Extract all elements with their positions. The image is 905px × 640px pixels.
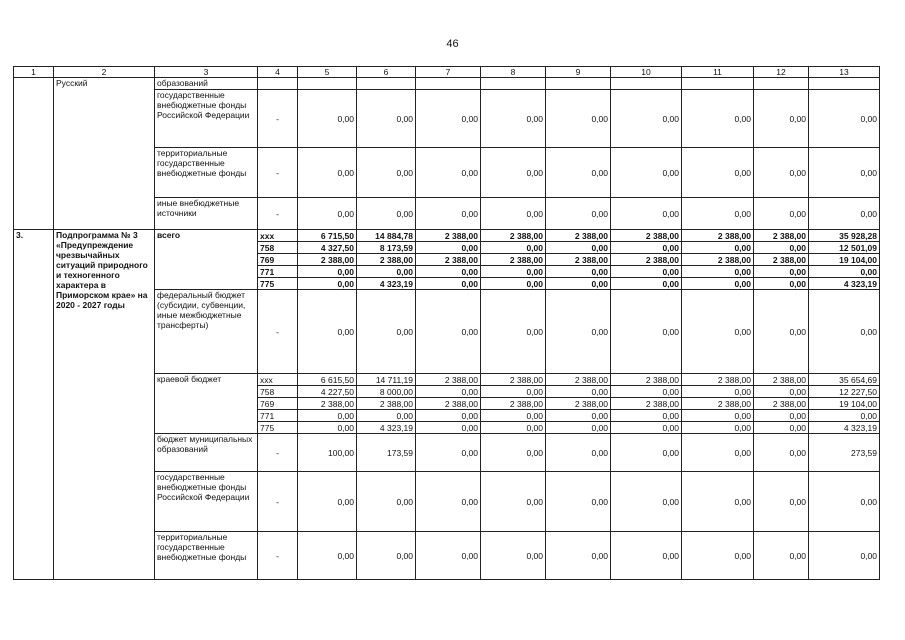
code-cell: -: [258, 290, 298, 374]
value-cell: 6 615,50: [298, 374, 357, 386]
value-cell: 0,00: [416, 290, 481, 374]
code-cell: -: [258, 472, 298, 532]
code-cell: [258, 78, 298, 90]
value-cell: 0,00: [416, 148, 481, 198]
value-cell: [754, 78, 809, 90]
code-cell: 771: [258, 266, 298, 278]
value-cell: 0,00: [611, 90, 682, 148]
value-cell: 2 388,00: [416, 398, 481, 410]
value-cell: 6 715,50: [298, 230, 357, 242]
value-cell: 0,00: [682, 148, 754, 198]
value-cell: 0,00: [611, 422, 682, 434]
value-cell: 0,00: [611, 148, 682, 198]
value-cell: 2 388,00: [546, 254, 611, 266]
value-cell: 2 388,00: [754, 374, 809, 386]
value-cell: 2 388,00: [546, 230, 611, 242]
value-cell: 0,00: [416, 198, 481, 230]
value-cell: [357, 78, 416, 90]
value-cell: 0,00: [754, 278, 809, 290]
funding-source-cell: бюджет муниципальных образований: [155, 434, 258, 472]
column-header: 3: [155, 67, 258, 78]
value-cell: [546, 78, 611, 90]
value-cell: 0,00: [809, 198, 880, 230]
value-cell: 2 388,00: [611, 398, 682, 410]
value-cell: 0,00: [611, 266, 682, 278]
value-cell: [416, 78, 481, 90]
value-cell: 0,00: [481, 410, 546, 422]
value-cell: [611, 78, 682, 90]
value-cell: 0,00: [682, 422, 754, 434]
value-cell: 2 388,00: [611, 230, 682, 242]
budget-table: [13, 66, 880, 580]
program-index-cell: 3.: [14, 230, 54, 580]
value-cell: 0,00: [611, 532, 682, 580]
value-cell: 0,00: [481, 386, 546, 398]
value-cell: 273,59: [809, 434, 880, 472]
value-cell: 0,00: [481, 148, 546, 198]
value-cell: 14 884,78: [357, 230, 416, 242]
value-cell: 14 711,19: [357, 374, 416, 386]
value-cell: 2 388,00: [754, 398, 809, 410]
value-cell: 0,00: [682, 410, 754, 422]
column-header: 10: [611, 67, 682, 78]
value-cell: 0,00: [357, 266, 416, 278]
value-cell: 0,00: [546, 532, 611, 580]
value-cell: 0,00: [481, 242, 546, 254]
value-cell: 0,00: [546, 148, 611, 198]
value-cell: 0,00: [416, 472, 481, 532]
value-cell: 0,00: [809, 410, 880, 422]
value-cell: 0,00: [682, 290, 754, 374]
value-cell: 2 388,00: [416, 254, 481, 266]
value-cell: 0,00: [682, 532, 754, 580]
value-cell: 2 388,00: [754, 254, 809, 266]
table-row: [14, 78, 880, 90]
value-cell: 0,00: [357, 198, 416, 230]
value-cell: 0,00: [546, 278, 611, 290]
column-header: 11: [682, 67, 754, 78]
value-cell: 0,00: [298, 198, 357, 230]
column-header: 7: [416, 67, 481, 78]
code-cell: ххх: [258, 374, 298, 386]
code-cell: 758: [258, 386, 298, 398]
value-cell: 0,00: [481, 198, 546, 230]
value-cell: 0,00: [754, 422, 809, 434]
column-number-row: [14, 67, 880, 78]
value-cell: 0,00: [357, 532, 416, 580]
value-cell: 2 388,00: [611, 374, 682, 386]
value-cell: 0,00: [754, 386, 809, 398]
value-cell: 0,00: [481, 90, 546, 148]
value-cell: 2 388,00: [682, 254, 754, 266]
program-name-cell: Русский: [54, 78, 155, 230]
value-cell: 0,00: [754, 410, 809, 422]
value-cell: 0,00: [481, 434, 546, 472]
value-cell: 100,00: [298, 434, 357, 472]
value-cell: 0,00: [298, 90, 357, 148]
value-cell: 0,00: [611, 198, 682, 230]
funding-source-cell: территориальные государственные внебюджетные фонды: [155, 532, 258, 580]
value-cell: 0,00: [298, 290, 357, 374]
value-cell: 0,00: [611, 410, 682, 422]
code-cell: 775: [258, 278, 298, 290]
funding-source-cell: государственные внебюджетные фонды Российской Федерации: [155, 90, 258, 148]
value-cell: 0,00: [754, 198, 809, 230]
value-cell: 0,00: [682, 278, 754, 290]
column-header: 9: [546, 67, 611, 78]
value-cell: 0,00: [416, 434, 481, 472]
value-cell: 0,00: [416, 410, 481, 422]
code-cell: 775: [258, 422, 298, 434]
funding-source-cell: федеральный бюджет (субсидии, субвенции, иные межбюджетные трансферты): [155, 290, 258, 374]
value-cell: 0,00: [298, 266, 357, 278]
value-cell: 0,00: [754, 532, 809, 580]
value-cell: 0,00: [682, 198, 754, 230]
value-cell: 4 323,19: [809, 278, 880, 290]
code-cell: ххх: [258, 230, 298, 242]
column-header: 2: [54, 67, 155, 78]
value-cell: 0,00: [546, 472, 611, 532]
value-cell: 2 388,00: [754, 230, 809, 242]
funding-source-cell: всего: [155, 230, 258, 290]
value-cell: 0,00: [546, 410, 611, 422]
value-cell: 0,00: [754, 266, 809, 278]
value-cell: 0,00: [416, 242, 481, 254]
value-cell: 0,00: [682, 90, 754, 148]
program-name-cell: Подпрограмма № 3 «Предупреждение чрезвычайных ситуаций природного и техногенного характера в Приморском крае» на 2020 - 2027 годы: [54, 230, 155, 580]
value-cell: 2 388,00: [357, 254, 416, 266]
value-cell: [809, 78, 880, 90]
code-cell: -: [258, 148, 298, 198]
code-cell: 758: [258, 242, 298, 254]
value-cell: 0,00: [682, 434, 754, 472]
value-cell: 0,00: [546, 422, 611, 434]
value-cell: 0,00: [546, 90, 611, 148]
value-cell: 0,00: [682, 472, 754, 532]
value-cell: 2 388,00: [682, 398, 754, 410]
value-cell: 0,00: [298, 422, 357, 434]
funding-source-cell: иные внебюджетные источники: [155, 198, 258, 230]
value-cell: 12 227,50: [809, 386, 880, 398]
value-cell: 0,00: [809, 472, 880, 532]
value-cell: 0,00: [754, 290, 809, 374]
funding-source-cell: образований: [155, 78, 258, 90]
value-cell: 0,00: [809, 148, 880, 198]
value-cell: 4 323,19: [809, 422, 880, 434]
value-cell: 0,00: [481, 472, 546, 532]
value-cell: 0,00: [481, 290, 546, 374]
code-cell: 769: [258, 398, 298, 410]
value-cell: 2 388,00: [682, 230, 754, 242]
value-cell: 0,00: [682, 266, 754, 278]
value-cell: 0,00: [546, 266, 611, 278]
value-cell: 4 323,19: [357, 422, 416, 434]
funding-source-cell: территориальные государственные внебюджетные фонды: [155, 148, 258, 198]
code-cell: -: [258, 532, 298, 580]
code-cell: -: [258, 434, 298, 472]
value-cell: 0,00: [481, 278, 546, 290]
value-cell: 0,00: [809, 90, 880, 148]
value-cell: 19 104,00: [809, 254, 880, 266]
value-cell: 0,00: [298, 148, 357, 198]
column-header: 4: [258, 67, 298, 78]
value-cell: 4 327,50: [298, 242, 357, 254]
value-cell: 0,00: [416, 386, 481, 398]
value-cell: 0,00: [546, 386, 611, 398]
value-cell: 2 388,00: [481, 398, 546, 410]
value-cell: 0,00: [546, 198, 611, 230]
column-header: 8: [481, 67, 546, 78]
value-cell: 0,00: [611, 242, 682, 254]
index-cell: [14, 78, 54, 230]
value-cell: 0,00: [357, 90, 416, 148]
value-cell: 0,00: [357, 290, 416, 374]
code-cell: -: [258, 90, 298, 148]
value-cell: 0,00: [357, 410, 416, 422]
value-cell: 0,00: [754, 148, 809, 198]
value-cell: 2 388,00: [611, 254, 682, 266]
value-cell: 4 227,50: [298, 386, 357, 398]
column-header: 12: [754, 67, 809, 78]
value-cell: 0,00: [682, 242, 754, 254]
value-cell: 0,00: [416, 90, 481, 148]
value-cell: 173,59: [357, 434, 416, 472]
value-cell: 2 388,00: [298, 254, 357, 266]
table-row: [14, 230, 880, 242]
column-header: 13: [809, 67, 880, 78]
funding-source-cell: краевой бюджет: [155, 374, 258, 434]
column-header: 5: [298, 67, 357, 78]
value-cell: 0,00: [754, 90, 809, 148]
value-cell: [682, 78, 754, 90]
value-cell: 0,00: [611, 278, 682, 290]
value-cell: 4 323,19: [357, 278, 416, 290]
value-cell: 2 388,00: [357, 398, 416, 410]
code-cell: 769: [258, 254, 298, 266]
value-cell: 2 388,00: [546, 398, 611, 410]
value-cell: 0,00: [416, 422, 481, 434]
code-cell: -: [258, 198, 298, 230]
column-header: 6: [357, 67, 416, 78]
value-cell: 0,00: [809, 532, 880, 580]
value-cell: 0,00: [298, 472, 357, 532]
value-cell: 35 654,69: [809, 374, 880, 386]
value-cell: 0,00: [481, 532, 546, 580]
value-cell: 0,00: [546, 290, 611, 374]
code-cell: 771: [258, 410, 298, 422]
value-cell: 2 388,00: [546, 374, 611, 386]
value-cell: 2 388,00: [682, 374, 754, 386]
value-cell: 0,00: [298, 278, 357, 290]
value-cell: 2 388,00: [481, 230, 546, 242]
value-cell: 0,00: [809, 266, 880, 278]
value-cell: 0,00: [754, 472, 809, 532]
value-cell: 0,00: [754, 242, 809, 254]
value-cell: 2 388,00: [416, 374, 481, 386]
value-cell: 0,00: [298, 532, 357, 580]
value-cell: 0,00: [416, 532, 481, 580]
value-cell: 2 388,00: [298, 398, 357, 410]
value-cell: 0,00: [298, 410, 357, 422]
value-cell: 2 388,00: [416, 230, 481, 242]
value-cell: 0,00: [546, 434, 611, 472]
value-cell: 0,00: [416, 266, 481, 278]
value-cell: 0,00: [682, 386, 754, 398]
page-number: 46: [446, 38, 459, 50]
value-cell: 0,00: [754, 434, 809, 472]
value-cell: 0,00: [809, 290, 880, 374]
column-header: 1: [14, 67, 54, 78]
value-cell: 12 501,09: [809, 242, 880, 254]
value-cell: 0,00: [611, 290, 682, 374]
value-cell: 0,00: [546, 242, 611, 254]
value-cell: 0,00: [481, 422, 546, 434]
value-cell: 0,00: [357, 472, 416, 532]
value-cell: 2 388,00: [481, 374, 546, 386]
value-cell: 19 104,00: [809, 398, 880, 410]
value-cell: 0,00: [416, 278, 481, 290]
value-cell: [481, 78, 546, 90]
value-cell: 0,00: [611, 472, 682, 532]
value-cell: 2 388,00: [481, 254, 546, 266]
value-cell: 35 928,28: [809, 230, 880, 242]
value-cell: 0,00: [611, 386, 682, 398]
value-cell: 0,00: [481, 266, 546, 278]
value-cell: [298, 78, 357, 90]
value-cell: 8 000,00: [357, 386, 416, 398]
value-cell: 8 173,59: [357, 242, 416, 254]
value-cell: 0,00: [611, 434, 682, 472]
funding-source-cell: государственные внебюджетные фонды Российской Федерации: [155, 472, 258, 532]
value-cell: 0,00: [357, 148, 416, 198]
